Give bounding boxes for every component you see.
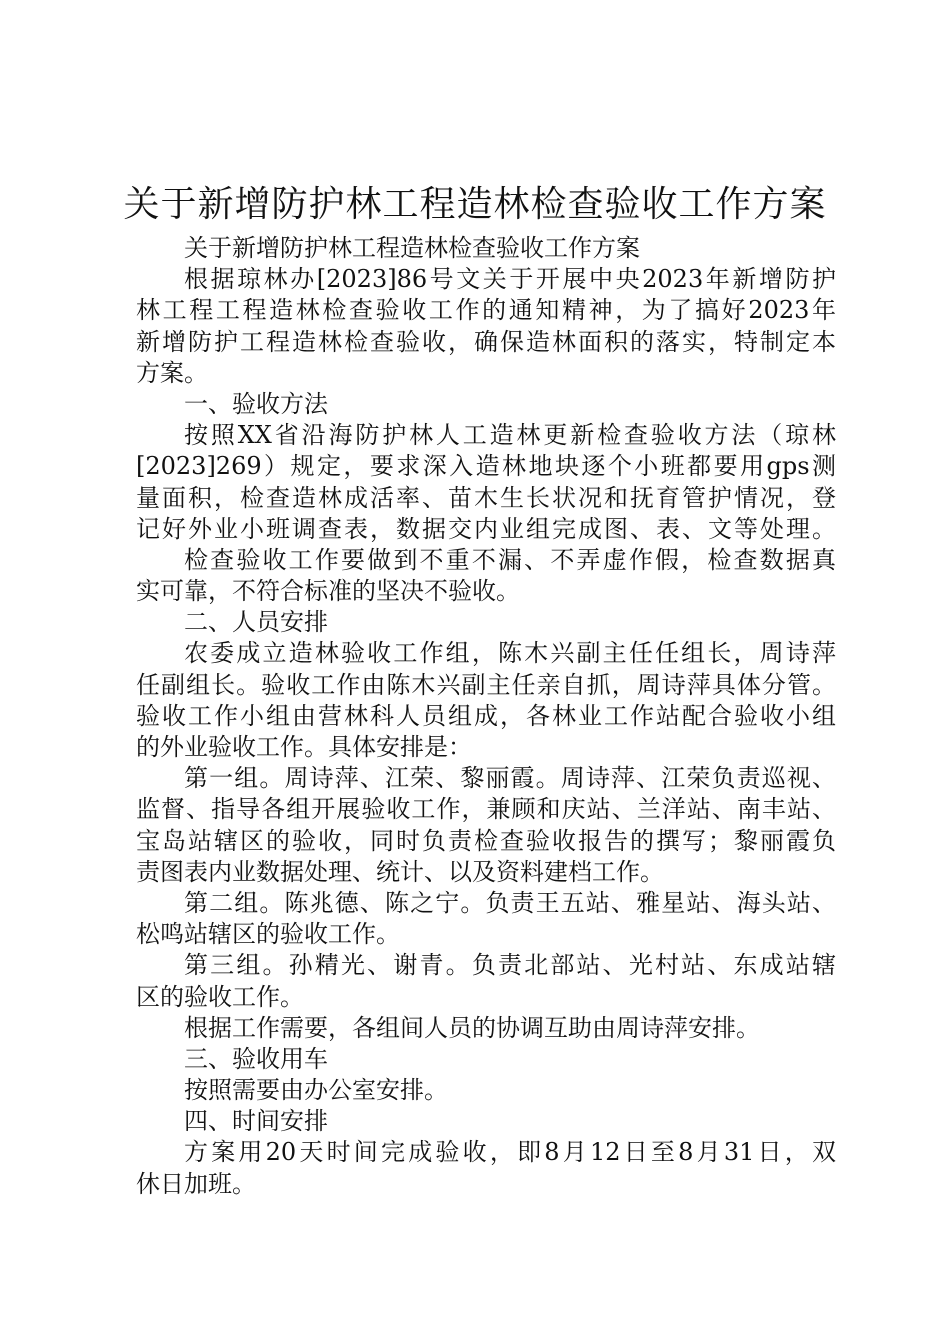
body-line: 方案用20天时间完成验收，即8月12日至8月31日，双 <box>184 1138 836 1167</box>
body-line: 二、人员安排 <box>184 608 328 637</box>
body-line: 区的验收工作。 <box>136 982 304 1011</box>
body-line: 四、时间安排 <box>184 1107 328 1136</box>
body-line: 关于新增防护林工程造林检查验收工作方案 <box>184 234 640 262</box>
body-line: 责图表内业数据处理、统计、以及资料建档工作。 <box>136 857 664 886</box>
body-line: 按照需要由办公室安排。 <box>184 1076 448 1105</box>
body-line: 方案。 <box>136 358 208 387</box>
body-line: 根据琼林办[2023]86号文关于开展中央2023年新增防护 <box>184 265 836 294</box>
body-line: 三、验收用车 <box>184 1044 328 1073</box>
body-line: 验收工作小组由营林科人员组成，各林业工作站配合验收小组 <box>136 701 836 730</box>
body-line: 监督、指导各组开展验收工作，兼顾和庆站、兰洋站、南丰站、 <box>136 795 836 824</box>
body-line: 检查验收工作要做到不重不漏、不弄虚作假，检查数据真 <box>184 545 836 574</box>
body-line: 农委成立造林验收工作组，陈木兴副主任任组长，周诗萍 <box>184 639 836 668</box>
document-body <box>136 233 836 1200</box>
document-title: 关于新增防护林工程造林检查验收工作方案 <box>123 184 827 225</box>
body-line: 量面积，检查造林成活率、苗木生长状况和抚育管护情况，登 <box>136 483 836 512</box>
body-line: 根据工作需要，各组间人员的协调互助由周诗萍安排。 <box>184 1013 760 1042</box>
body-line: 新增防护工程造林检查验收，确保造林面积的落实，特制定本 <box>136 327 836 356</box>
body-line: 的外业验收工作。具体安排是： <box>136 733 472 761</box>
body-line: 第三组。孙精光、谢青。负责北部站、光村站、东成站辖 <box>184 951 836 980</box>
body-line: 休日加班。 <box>136 1169 256 1198</box>
body-line: 按照XX省沿海防护林人工造林更新检查验收方法（琼林 <box>184 421 836 450</box>
body-line: 一、验收方法 <box>184 389 328 418</box>
body-line: 第一组。周诗萍、江荣、黎丽霞。周诗萍、江荣负责巡视、 <box>184 764 836 793</box>
body-line: 任副组长。验收工作由陈木兴副主任亲自抓，周诗萍具体分管。 <box>136 670 836 699</box>
body-line: [2023]269）规定，要求深入造林地块逐个小班都要用gps测 <box>136 452 836 481</box>
body-line: 宝岛站辖区的验收，同时负责检查验收报告的撰写；黎丽霞负 <box>136 826 836 855</box>
body-line: 实可靠，不符合标准的坚决不验收。 <box>136 577 520 606</box>
body-line: 记好外业小班调查表，数据交内业组完成图、表、文等处理。 <box>136 514 836 543</box>
body-line: 松鸣站辖区的验收工作。 <box>136 920 400 949</box>
body-line: 第二组。陈兆德、陈之宁。负责王五站、雅星站、海头站、 <box>184 888 836 917</box>
body-line: 林工程工程造林检查验收工作的通知精神，为了搞好2023年 <box>136 296 836 325</box>
